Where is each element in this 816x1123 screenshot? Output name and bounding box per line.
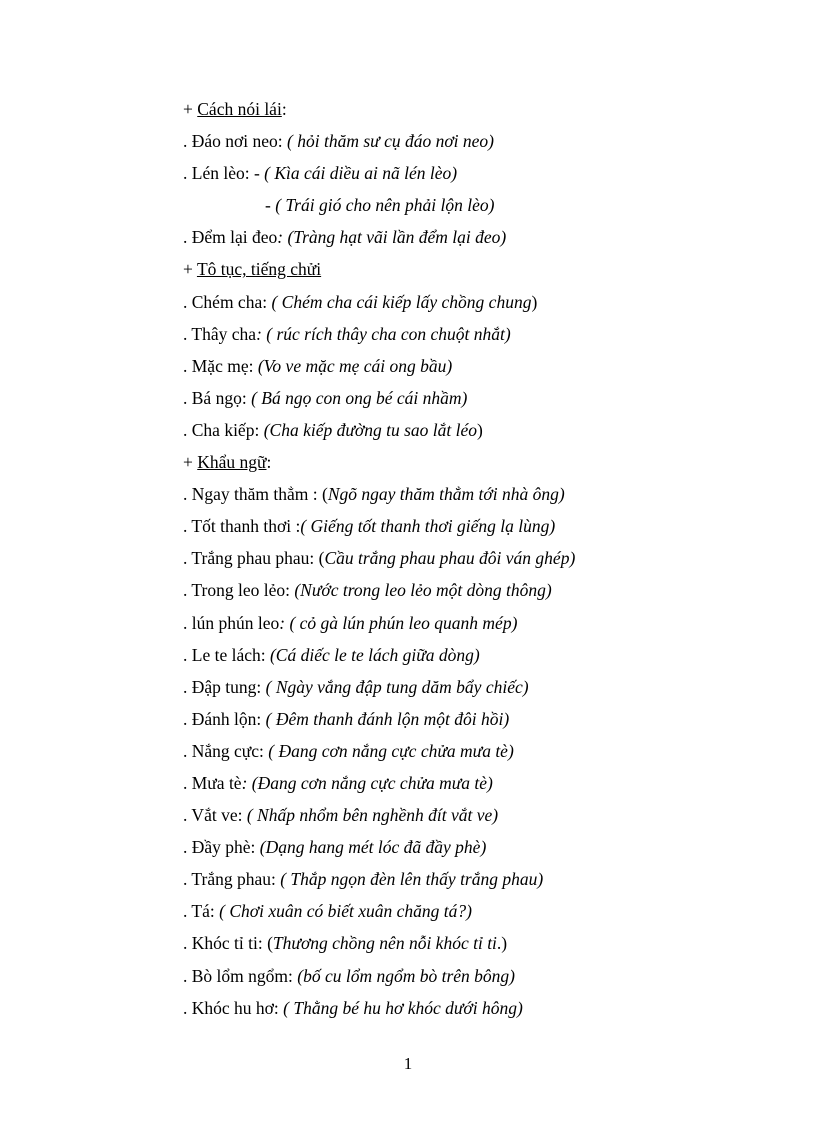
- entry-term: . Tá:: [183, 901, 220, 922]
- entry-example: ( Bá ngọ con ong bé cái nhầm): [251, 387, 468, 408]
- entry-line: [183, 221, 783, 253]
- entry-line: [183, 318, 783, 350]
- entry-line: [183, 157, 783, 189]
- entry-term: . Tốt thanh thơi :: [183, 516, 301, 537]
- entry-example: (Vo ve mặc mẹ cái ong bầu): [257, 355, 453, 376]
- entry-term: . Cha kiếp:: [183, 419, 264, 440]
- entry-example: ( Trái gió cho nên phải lộn lèo): [275, 195, 495, 216]
- entry-example: (Cha kiếp đường tu sao lắt léo: [263, 419, 477, 440]
- entry-term: . Ngay thăm thẳm : (: [183, 484, 328, 505]
- entry-line: [183, 510, 783, 542]
- entry-term: . Đầy phè:: [183, 837, 260, 858]
- entry-term: . Mặc mẹ:: [183, 355, 258, 376]
- entry-example: (Nước trong leo lẻo một dòng thông): [294, 580, 552, 601]
- entry-term: . Đập tung:: [183, 676, 266, 697]
- entry-example: ( Giếng tốt thanh thơi giếng lạ lùng): [300, 516, 556, 537]
- section-heading: [183, 93, 783, 125]
- entry-term: . Đểm lại đeo: [183, 227, 278, 248]
- entry-term: . Khóc tỉ ti: (: [183, 933, 273, 954]
- entry-term: . Mưa tè: [183, 772, 242, 793]
- entry-example: Cầu trắng phau phau đôi ván ghép): [324, 548, 576, 569]
- entry-example: Thương chồng nên nỗi khóc tỉ ti: [272, 933, 497, 954]
- entry-line: [183, 831, 783, 863]
- entry-term: . Trong leo lẻo:: [183, 580, 295, 601]
- entry-example: ( Ngày vắng đập tung dăm bẩy chiếc): [265, 676, 529, 697]
- entry-term: . Khóc hu hơ:: [183, 997, 284, 1018]
- entry-line: [183, 382, 783, 414]
- entry-line: [183, 927, 783, 959]
- entry-line: [183, 286, 783, 318]
- section-heading: [183, 446, 783, 478]
- entry-term: -: [265, 195, 276, 216]
- document-body: [183, 93, 783, 1024]
- entry-example: ( Nhấp nhổm bên nghềnh đít vắt ve): [246, 805, 499, 826]
- entry-after: ): [477, 419, 483, 440]
- heading-prefix: +: [183, 452, 198, 473]
- entry-after: ): [531, 291, 538, 312]
- entry-line: [183, 414, 783, 446]
- entry-term: . Le te lách:: [183, 644, 270, 665]
- entry-line: [183, 960, 783, 992]
- entry-term: . Đáo nơi neo:: [183, 131, 288, 152]
- entry-term: . lún phún leo: [183, 612, 280, 633]
- entry-example: ( Đêm thanh đánh lộn một đôi hồi): [265, 708, 510, 729]
- entry-example: : (Đang cơn nắng cực chửa mưa tè): [241, 772, 493, 793]
- heading-label: Khẩu ngữ: [197, 452, 267, 473]
- entry-line: [183, 350, 783, 382]
- entry-line: [183, 863, 783, 895]
- entry-line: [183, 992, 783, 1024]
- entry-term: . Trắng phau:: [183, 869, 281, 890]
- entry-line: [183, 607, 783, 639]
- entry-example: ( Kìa cái diều ai nã lén lèo): [264, 163, 458, 184]
- entry-continuation: [183, 189, 783, 221]
- heading-label: Cách nói lái: [197, 99, 282, 119]
- entry-term: . Chém cha:: [183, 291, 272, 312]
- entry-example: : ( rúc rích thây cha con chuột nhắt): [256, 323, 511, 344]
- entry-line: [183, 639, 783, 671]
- entry-example: ( Thằng bé hu hơ khóc dưới hông): [283, 997, 523, 1018]
- entry-after: .): [496, 933, 508, 954]
- entry-example: (Cá diếc le te lách giữa dòng): [269, 644, 480, 665]
- entry-term: . Bò lổm ngổm:: [183, 965, 298, 986]
- entry-line: [183, 542, 783, 574]
- entry-line: [183, 671, 783, 703]
- entry-example: ( Chơi xuân có biết xuân chăng tá?): [219, 901, 472, 922]
- heading-prefix: +: [183, 99, 198, 119]
- entry-term: . Bá ngọ:: [183, 387, 252, 408]
- entry-line: [183, 478, 783, 510]
- entry-example: : (Tràng hạt vãi lần đểm lại đeo): [277, 227, 507, 248]
- entry-line: [183, 735, 783, 767]
- entry-example: ( Đang cơn nắng cực chửa mưa tè): [268, 740, 514, 761]
- entry-term: . Trắng phau phau: (: [183, 548, 325, 569]
- entry-line: [183, 703, 783, 735]
- entry-term: . Lén lèo: -: [183, 163, 265, 184]
- entry-term: . Đánh lộn:: [183, 708, 266, 729]
- entry-example: ( Chém cha cái kiếp lấy chồng chung: [271, 291, 532, 312]
- entry-example: (bố cu lổm ngổm bò trên bông): [297, 965, 516, 986]
- entry-example: (Dạng hang mét lóc đã đầy phè): [259, 837, 487, 858]
- entry-example: ( hỏi thăm sư cụ đáo nơi neo): [287, 131, 495, 152]
- entry-term: . Nắng cực:: [183, 740, 269, 761]
- entry-line: [183, 574, 783, 606]
- entry-line: [183, 799, 783, 831]
- heading-suffix: :: [281, 99, 287, 119]
- entry-term: . Vắt ve:: [183, 805, 247, 826]
- entry-example: Ngõ ngay thăm thẳm tới nhà ông): [327, 484, 565, 505]
- entry-example: ( Thắp ngọn đèn lên thấy trắng phau): [280, 869, 544, 890]
- heading-suffix: :: [266, 452, 272, 473]
- entry-example: : ( cỏ gà lún phún leo quanh mép): [279, 612, 518, 633]
- heading-prefix: +: [183, 259, 197, 280]
- entry-line: [183, 125, 783, 157]
- section-heading: [183, 253, 783, 285]
- heading-label: Tô tục, tiếng chửi: [196, 259, 322, 280]
- page-number: 1: [403, 1054, 413, 1073]
- entry-term: . Thây cha: [183, 323, 257, 344]
- entry-line: [183, 895, 783, 927]
- entry-line: [183, 767, 783, 799]
